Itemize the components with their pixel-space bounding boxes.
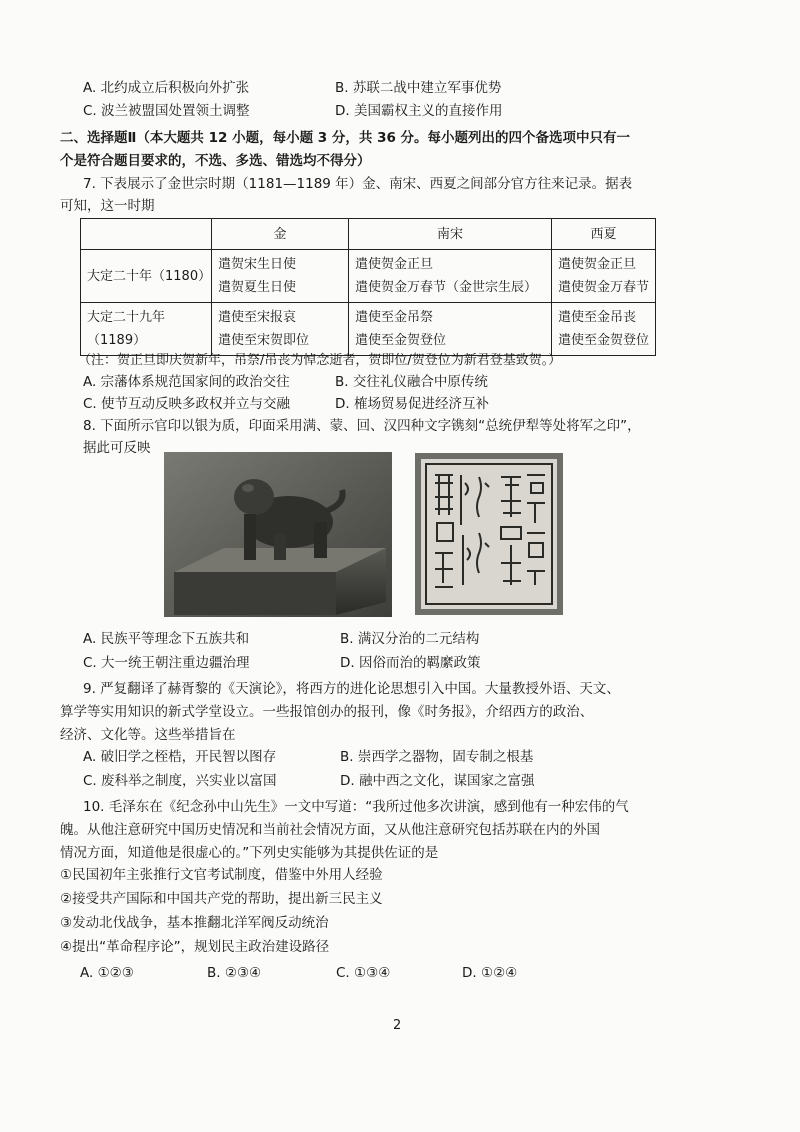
table-header-jin: 金: [212, 219, 349, 250]
row-year: 大定二十九年（1189）: [81, 303, 212, 356]
q8-option-c: C. 大一统王朝注重边疆治理: [83, 655, 250, 671]
q7-table: [80, 218, 656, 356]
q8-stem-cont: 据此可反映: [83, 440, 151, 456]
cell-xia: 遣使至金吊丧 遣使至金贺登位: [552, 303, 656, 356]
q10-item-4: ④提出“革命程序论”，规划民主政治建设路径: [60, 939, 330, 955]
table-row: [81, 303, 656, 356]
q8-option-d: D. 因俗而治的羁縻政策: [340, 655, 481, 671]
q7-stem-cont: 可知，这一时期: [60, 198, 155, 214]
q6-option-a: A. 北约成立后积极向外扩张: [83, 80, 250, 96]
q6-option-c: C. 波兰被盟国处置领土调整: [83, 103, 250, 119]
q9-stem-cont2: 经济、文化等。这些举措旨在: [60, 727, 236, 743]
q10-stem: 10. 毛泽东在《纪念孙中山先生》一文中写道：“我所过他多次讲演，感到他有一种宏伟的气: [83, 799, 629, 815]
q6-option-b: B. 苏联二战中建立军事优势: [335, 80, 502, 96]
row-year: 大定二十年（1180）: [81, 250, 212, 303]
q9-stem-cont1: 算学等实用知识的新式学堂设立。一些报馆创办的报刊，像《时务报》，介绍西方的政治、: [60, 704, 594, 720]
q6-option-d: D. 美国霸权主义的直接作用: [335, 103, 503, 119]
q9-option-b: B. 崇西学之器物，固专制之根基: [340, 749, 534, 765]
q9-option-a: A. 破旧学之桎梏，开民智以图存: [83, 749, 277, 765]
table-corner: [81, 219, 212, 250]
q7-option-b: B. 交往礼仪融合中原传统: [335, 374, 488, 390]
q7-option-c: C. 使节互动反映多政权并立与交融: [83, 396, 291, 412]
q7-option-a: A. 宗藩体系规范国家间的政治交往: [83, 374, 290, 390]
q9-option-c: C. 废科举之制度，兴实业以富国: [83, 773, 277, 789]
q8-stem: 8. 下面所示官印以银为质，印面采用满、蒙、回、汉四种文字镌刻“总统伊犁等处将军之印”，: [83, 418, 641, 434]
q10-option-b: B. ②③④: [207, 965, 262, 981]
cell-xia: 遣使贺金正旦 遣使贺金万春节: [552, 250, 656, 303]
q9-stem: 9. 严复翻译了赫胥黎的《天演论》，将西方的进化论思想引入中国。大量教授外语、天文、: [83, 681, 620, 697]
q10-item-3: ③发动北伐战争，基本推翻北洋军阀反动统治: [60, 915, 329, 931]
q8-option-b: B. 满汉分治的二元结构: [340, 631, 480, 647]
q8-option-a: A. 民族平等理念下五族共和: [83, 631, 250, 647]
cell-jin: 遣使至宋报哀 遣使至宋贺即位: [212, 303, 349, 356]
section-heading-line2: 个是符合题目要求的，不选、多选、错选均不得分）: [60, 153, 371, 169]
table-header-song: 南宋: [349, 219, 552, 250]
q10-stem-cont1: 魄。从他注意研究中国历史情况和当前社会情况方面，又从他注意研究包括苏联在内的外国: [60, 822, 600, 838]
table-header-xia: 西夏: [552, 219, 656, 250]
table-row: [81, 250, 656, 303]
q7-note: （注：贺正旦即庆贺新年，吊祭/吊丧为悼念逝者，贺即位/贺登位为新君登基致贺。）: [78, 353, 562, 368]
q9-option-d: D. 融中西之文化，谋国家之富强: [340, 773, 535, 789]
section-heading-line1: 二、选择题Ⅱ（本大题共 12 小题，每小题 3 分，共 36 分。每小题列出的四个备选项中只有一: [60, 130, 631, 146]
page-number: 2: [393, 1018, 402, 1033]
q10-item-1: ①民国初年主张推行文官考试制度，借鉴中外用人经验: [60, 867, 383, 883]
q10-stem-cont2: 情况方面，知道他是很虚心的。”下列史实能够为其提供佐证的是: [60, 845, 439, 861]
cell-song: 遣使贺金正旦 遣使贺金万春节（金世宗生辰）: [349, 250, 552, 303]
q10-option-a: A. ①②③: [80, 965, 134, 981]
q7-option-d: D. 榷场贸易促进经济互补: [335, 396, 489, 412]
q10-item-2: ②接受共产国际和中国共产党的帮助，提出新三民主义: [60, 891, 383, 907]
q10-option-c: C. ①③④: [336, 965, 391, 981]
seal-impression-image: [415, 453, 563, 615]
q7-stem: 7. 下表展示了金世宗时期（1181—1189 年）金、南宋、西夏之间部分官方往来记录。据表: [83, 176, 633, 192]
cell-jin: 遣贺宋生日使 遣贺夏生日使: [212, 250, 349, 303]
cell-song: 遣使至金吊祭 遣使至金贺登位: [349, 303, 552, 356]
seal-photo: [164, 452, 392, 617]
q10-option-d: D. ①②④: [462, 965, 518, 981]
